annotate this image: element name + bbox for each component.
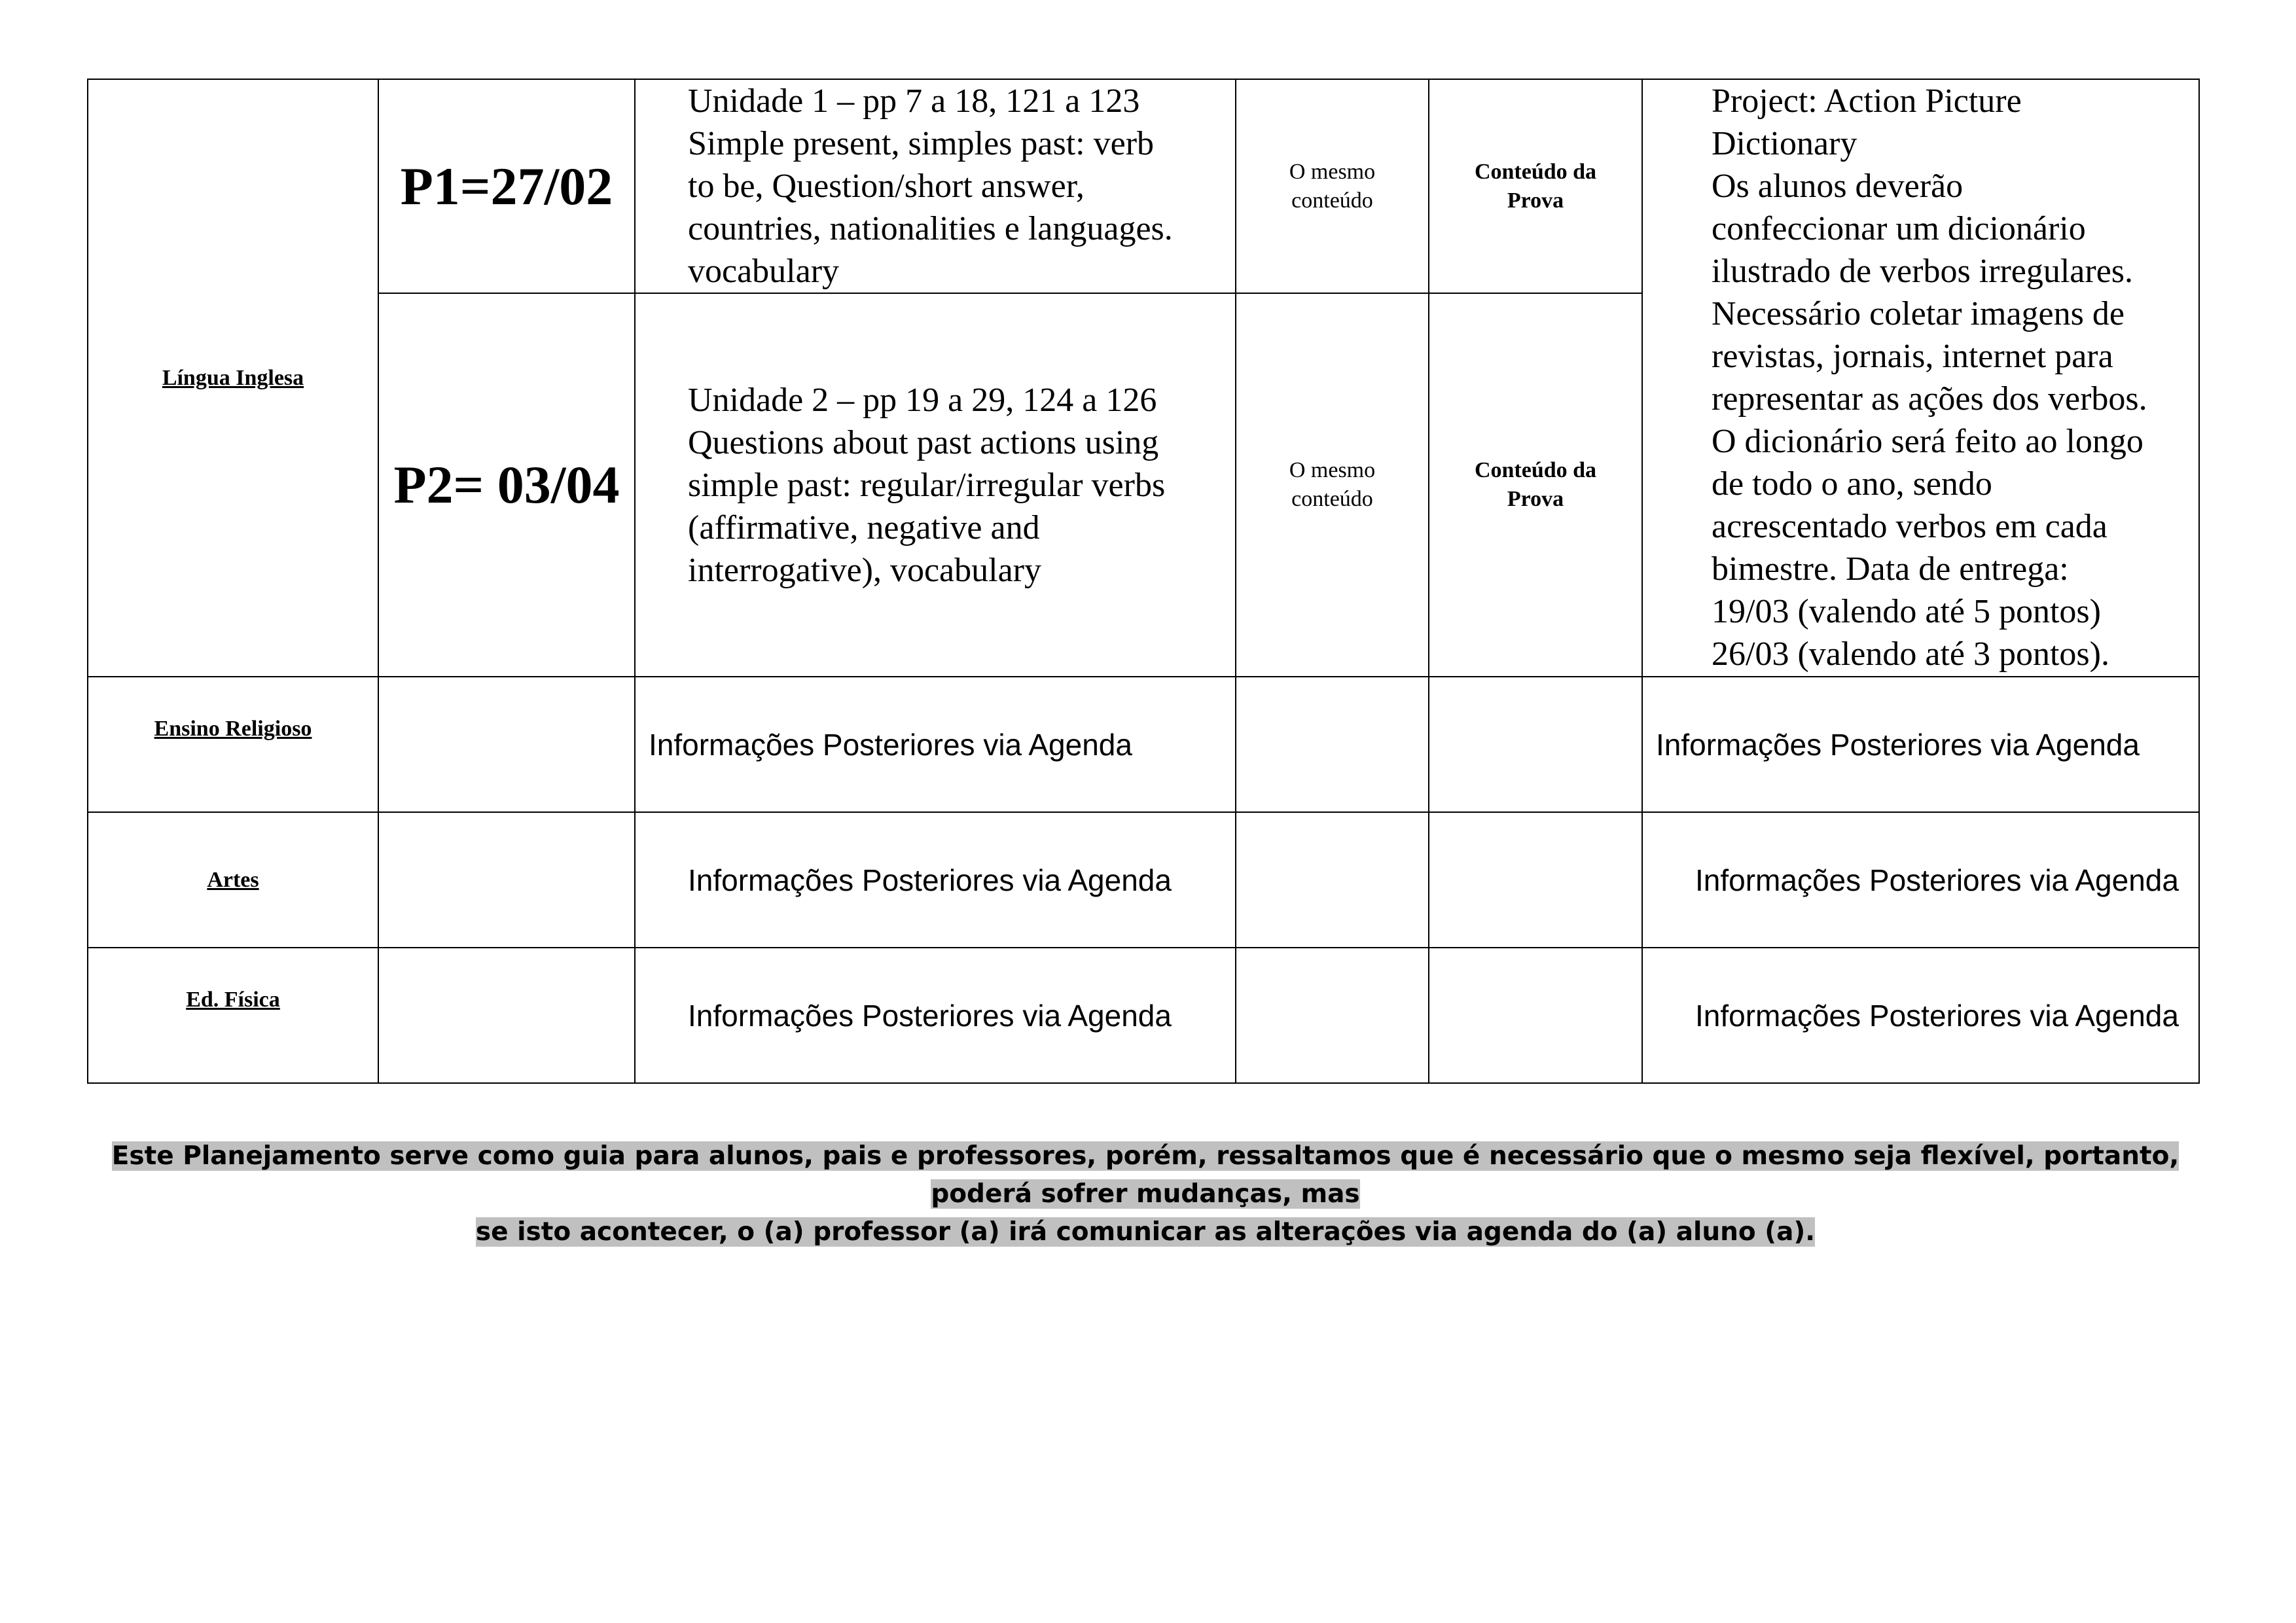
subject-ed-fisica: Ed. Física [88, 948, 378, 1083]
planning-table [87, 79, 2200, 1084]
table-row [88, 948, 2199, 1083]
footer-note-line-2: se isto acontecer, o (a) professor (a) irá comunicar as alterações via agenda do (a) aluno (a). [475, 1217, 1816, 1247]
project-artes: Informações Posteriores via Agenda [1642, 812, 2199, 948]
empty-cell [1429, 812, 1642, 948]
empty-cell [1236, 948, 1429, 1083]
footer-note [65, 1137, 2225, 1251]
project-lingua-inglesa: Project: Action Picture Dictionary Os alunos deverão confeccionar um dicionário ilustrado de verbos irregulares. Necessário coletar imagens de revistas, jornais, internet para representar as ações dos verbos. O dicionário será feito ao longo de todo o ano, sendo acrescentado verbos em cada bimestre. Data de entrega: 19/03 (valendo até 5 pontos) 26/03 (valendo até 3 pontos). [1642, 79, 2199, 677]
exam-content-p2: Unidade 2 – pp 19 a 29, 124 a 126 Questions about past actions using simple past: regular/irregular verbs (affirmative, negative and interrogative), vocabulary [635, 293, 1236, 677]
table-row [88, 812, 2199, 948]
empty-cell [1429, 677, 1642, 812]
subject-lingua-inglesa: Língua Inglesa [88, 79, 378, 677]
exam-content-p1: Unidade 1 – pp 7 a 18, 121 a 123 Simple present, simples past: verb to be, Question/short answer, countries, nationalities e languages. vocabulary [635, 79, 1236, 293]
content-artes: Informações Posteriores via Agenda [635, 812, 1236, 948]
content-ensino-religioso: Informações Posteriores via Agenda [635, 677, 1236, 812]
recovery-content-p1: O mesmo conteúdo [1236, 79, 1429, 293]
study-content-p2: Conteúdo da Prova [1429, 293, 1642, 677]
empty-cell [1236, 677, 1429, 812]
exam-date-p2: P2= 03/04 [378, 293, 635, 677]
empty-cell [378, 948, 635, 1083]
footer-note-line-1: Este Planejamento serve como guia para alunos, pais e professores, porém, ressaltamos que é necessário que o mesmo seja flexível, portanto, poderá sofrer mudanças, mas [111, 1141, 2179, 1209]
empty-cell [378, 677, 635, 812]
study-content-p1: Conteúdo da Prova [1429, 79, 1642, 293]
subject-artes: Artes [88, 812, 378, 948]
empty-cell [1429, 948, 1642, 1083]
table-row [88, 79, 2199, 293]
project-ed-fisica: Informações Posteriores via Agenda [1642, 948, 2199, 1083]
subject-ensino-religioso: Ensino Religioso [88, 677, 378, 812]
empty-cell [378, 812, 635, 948]
project-ensino-religioso: Informações Posteriores via Agenda [1642, 677, 2199, 812]
content-ed-fisica: Informações Posteriores via Agenda [635, 948, 1236, 1083]
recovery-content-p2: O mesmo conteúdo [1236, 293, 1429, 677]
empty-cell [1236, 812, 1429, 948]
exam-date-p1: P1=27/02 [378, 79, 635, 293]
table-row [88, 677, 2199, 812]
